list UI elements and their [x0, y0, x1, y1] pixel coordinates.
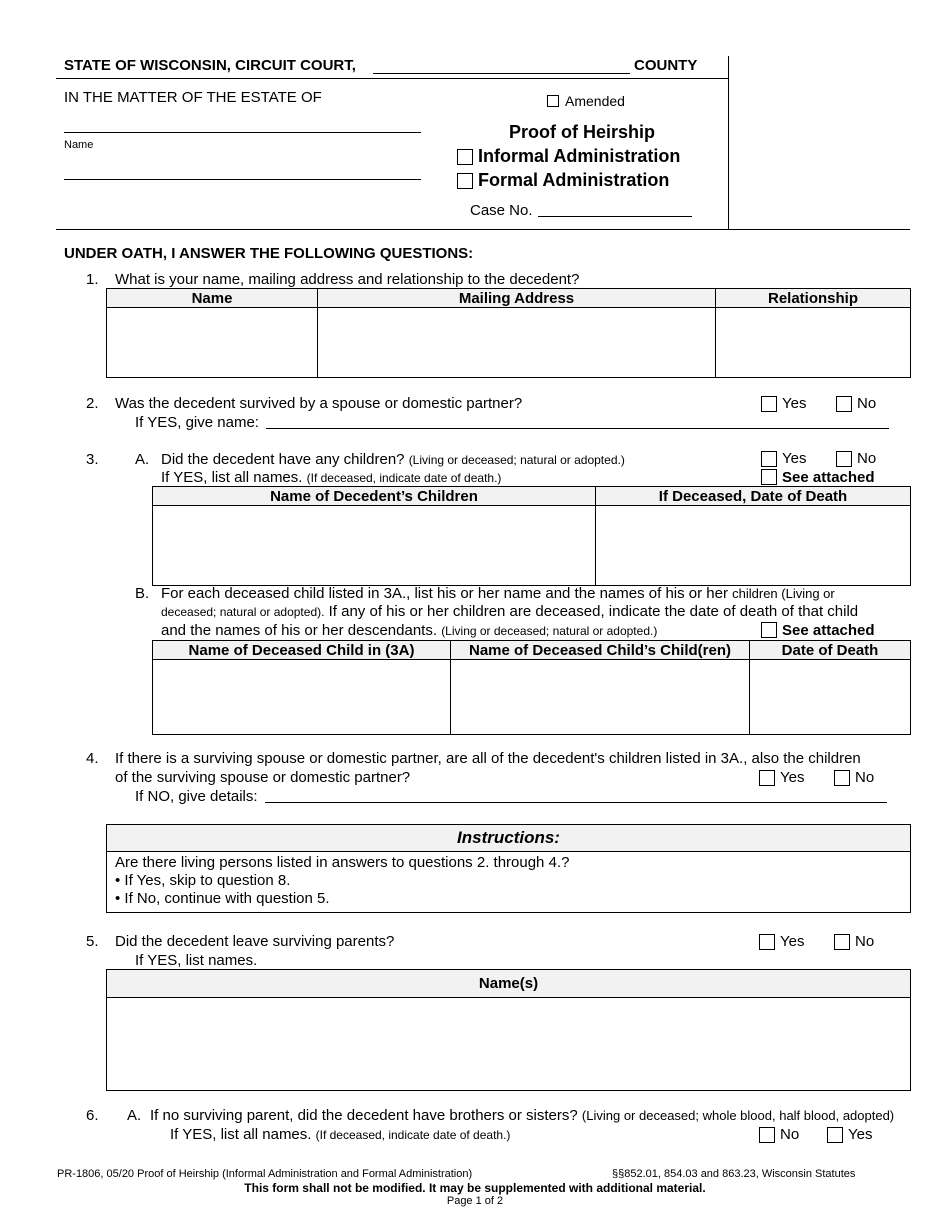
- q2-if-yes-label: If YES, give name:: [135, 414, 259, 431]
- q3a-letter: A.: [135, 451, 150, 468]
- footer-statutes: §§852.01, 854.03 and 863.23, Wisconsin Statutes: [612, 1168, 856, 1180]
- q6a-if-yes-text: If YES, list all names.: [170, 1126, 312, 1143]
- footer-form-id: PR-1806, 05/20 Proof of Heirship (Informal Administration and Formal Administration): [57, 1168, 473, 1180]
- q5-yes-checkbox[interactable]: [759, 934, 775, 950]
- instructions-title: Instructions:: [107, 825, 910, 852]
- decedent-name-input-2[interactable]: [66, 160, 422, 180]
- oath-heading: UNDER OATH, I ANSWER THE FOLLOWING QUESTIONS:: [64, 245, 474, 262]
- q3a-date-input[interactable]: [596, 506, 910, 580]
- q2-no-checkbox[interactable]: [836, 396, 852, 412]
- q3a-yes-checkbox[interactable]: [761, 451, 777, 467]
- q6a-yes-checkbox[interactable]: [827, 1127, 843, 1143]
- q3a-note: (Living or deceased; natural or adopted.): [408, 453, 625, 467]
- q3a-table: [152, 486, 911, 586]
- q4-details-input[interactable]: [267, 785, 888, 804]
- instructions-body: [107, 852, 910, 910]
- q5-col-names: Name(s): [107, 970, 911, 998]
- q2-no-label: No: [857, 395, 877, 412]
- q5-no-checkbox[interactable]: [834, 934, 850, 950]
- county-input[interactable]: [375, 55, 631, 75]
- q3b-child-cell[interactable]: [153, 660, 451, 735]
- instructions-line-2: • If Yes, skip to question 8.: [115, 872, 291, 889]
- q3b-col-date-of-death: Date of Death: [750, 641, 911, 660]
- q3a-text: [161, 451, 625, 468]
- q3a-no-label: No: [857, 450, 877, 467]
- informal-administration-label: Informal Administration: [478, 146, 681, 166]
- q3b-line2-text: If any of his or her children are deceased, indicate the date of death of that child: [328, 603, 859, 620]
- q2-number: 2.: [86, 395, 99, 412]
- q6a-letter: A.: [127, 1107, 142, 1124]
- q3b-line1-text: For each deceased child listed in 3A., list his or her name and the names of his or her: [161, 585, 728, 602]
- q3a-col-children: Name of Decedent’s Children: [153, 487, 596, 506]
- q3a-no-checkbox[interactable]: [836, 451, 852, 467]
- q1-text: What is your name, mailing address and relationship to the decedent?: [115, 271, 580, 288]
- q3a-children-input[interactable]: [153, 506, 595, 580]
- header-divider: [56, 78, 728, 79]
- instructions-box: [106, 824, 911, 913]
- q4-line1: If there is a surviving spouse or domestic partner, are all of the decedent's children listed in 3A., also the children: [115, 750, 861, 767]
- formal-administration-checkbox[interactable]: [457, 173, 473, 189]
- q5-table: [106, 969, 911, 1091]
- q2-yes-checkbox[interactable]: [761, 396, 777, 412]
- q3a-date-cell[interactable]: [596, 506, 911, 586]
- q6a-no-checkbox[interactable]: [759, 1127, 775, 1143]
- q1-col-address: Mailing Address: [318, 289, 716, 308]
- q5-no-label: No: [855, 933, 875, 950]
- q5-text: Did the decedent leave surviving parents?: [115, 933, 395, 950]
- q5-names-cell[interactable]: [107, 998, 911, 1091]
- court-label: STATE OF WISCONSIN, CIRCUIT COURT,: [64, 57, 356, 74]
- q3a-if-yes-note: (If deceased, indicate date of death.): [306, 471, 502, 485]
- q2-text: Was the decedent survived by a spouse or domestic partner?: [115, 395, 523, 412]
- q4-line2: of the surviving spouse or domestic partner?: [115, 769, 411, 786]
- q1-name-input[interactable]: [107, 308, 317, 372]
- q3b-line3-text: and the names of his or her descendants.: [161, 622, 438, 639]
- q3b-col-deceased-child: Name of Deceased Child in (3A): [153, 641, 451, 660]
- q1-address-input[interactable]: [318, 308, 715, 372]
- q3b-date-input[interactable]: [750, 660, 910, 729]
- q1-col-name: Name: [107, 289, 318, 308]
- footer-page-number: Page 1 of 2: [446, 1195, 504, 1207]
- q1-table: [106, 288, 911, 378]
- q2-yes-label: Yes: [782, 395, 807, 412]
- q5-names-input[interactable]: [107, 998, 910, 1085]
- q3b-see-attached-checkbox[interactable]: [761, 622, 777, 638]
- q3b-line1-note: children (Living or: [732, 586, 835, 601]
- amended-label: Amended: [565, 93, 625, 109]
- q3b-date-cell[interactable]: [750, 660, 911, 735]
- q3b-line1: [161, 585, 835, 602]
- case-no-input[interactable]: [540, 199, 694, 218]
- q6a-if-yes: [170, 1126, 510, 1143]
- q3b-child-input[interactable]: [153, 660, 450, 729]
- informal-administration-checkbox[interactable]: [457, 149, 473, 165]
- q1-number: 1.: [86, 271, 99, 288]
- q6a-question: If no surviving parent, did the decedent have brothers or sisters?: [150, 1107, 578, 1124]
- q1-address-cell[interactable]: [318, 308, 716, 378]
- q3a-see-attached-label: See attached: [782, 469, 875, 486]
- header-vertical-rule: [728, 56, 729, 229]
- q3b-line2-note: deceased; natural or adopted).: [161, 605, 325, 619]
- q5-yes-label: Yes: [780, 933, 805, 950]
- q6a-if-yes-note: (If deceased, indicate date of death.): [315, 1128, 511, 1142]
- county-label: COUNTY: [634, 57, 698, 74]
- q6a-yes-label: Yes: [848, 1126, 873, 1143]
- q3b-line3: [161, 622, 657, 639]
- q3a-if-yes: [161, 469, 501, 486]
- instructions-line-1: Are there living persons listed in answers to questions 2. through 4.?: [115, 854, 570, 871]
- q4-no-label: No: [855, 769, 875, 786]
- q3b-col-childrens-children: Name of Deceased Child’s Child(ren): [451, 641, 750, 660]
- q6a-note: (Living or deceased; whole blood, half blood, adopted): [581, 1108, 895, 1123]
- q1-name-cell[interactable]: [107, 308, 318, 378]
- q4-no-checkbox[interactable]: [834, 770, 850, 786]
- q6a-no-label: No: [780, 1126, 800, 1143]
- q3b-grandchildren-input[interactable]: [451, 660, 749, 729]
- formal-administration-label: Formal Administration: [478, 170, 670, 190]
- q3a-question: Did the decedent have any children?: [161, 451, 405, 468]
- q3a-see-attached-checkbox[interactable]: [761, 469, 777, 485]
- q5-if-yes-label: If YES, list names.: [135, 952, 258, 969]
- q6a-text: [150, 1107, 894, 1124]
- amended-checkbox[interactable]: [547, 95, 559, 107]
- q4-yes-label: Yes: [780, 769, 805, 786]
- q3b-table: [152, 640, 911, 735]
- q6-number: 6.: [86, 1107, 99, 1124]
- q4-number: 4.: [86, 750, 99, 767]
- decedent-name-input[interactable]: [66, 113, 422, 133]
- q3b-line3-note: (Living or deceased; natural or adopted.): [441, 624, 658, 638]
- form-title: Proof of Heirship: [509, 122, 656, 142]
- footer-notice: This form shall not be modified. It may be supplemented with additional material.: [244, 1181, 706, 1195]
- q1-col-relationship: Relationship: [716, 289, 911, 308]
- q1-relationship-cell[interactable]: [716, 308, 911, 378]
- q4-yes-checkbox[interactable]: [759, 770, 775, 786]
- q3-number: 3.: [86, 451, 99, 468]
- q1-relationship-input[interactable]: [716, 308, 910, 372]
- q4-if-no-label: If NO, give details:: [135, 788, 258, 805]
- q2-spouse-name-input[interactable]: [268, 411, 890, 430]
- q3b-grandchildren-cell[interactable]: [451, 660, 750, 735]
- q3a-yes-label: Yes: [782, 450, 807, 467]
- q3a-col-date-of-death: If Deceased, Date of Death: [596, 487, 911, 506]
- case-no-label: Case No.: [470, 202, 533, 219]
- q3b-line2: [161, 603, 858, 620]
- header-bottom-rule: [56, 229, 910, 230]
- q5-number: 5.: [86, 933, 99, 950]
- q3b-letter: B.: [135, 585, 150, 602]
- name-caption: Name: [64, 139, 94, 151]
- estate-label: IN THE MATTER OF THE ESTATE OF: [64, 89, 322, 106]
- q3a-if-yes-text: If YES, list all names.: [161, 469, 303, 486]
- instructions-line-3: • If No, continue with question 5.: [115, 890, 330, 907]
- q3a-children-cell[interactable]: [153, 506, 596, 586]
- q3b-see-attached-label: See attached: [782, 622, 875, 639]
